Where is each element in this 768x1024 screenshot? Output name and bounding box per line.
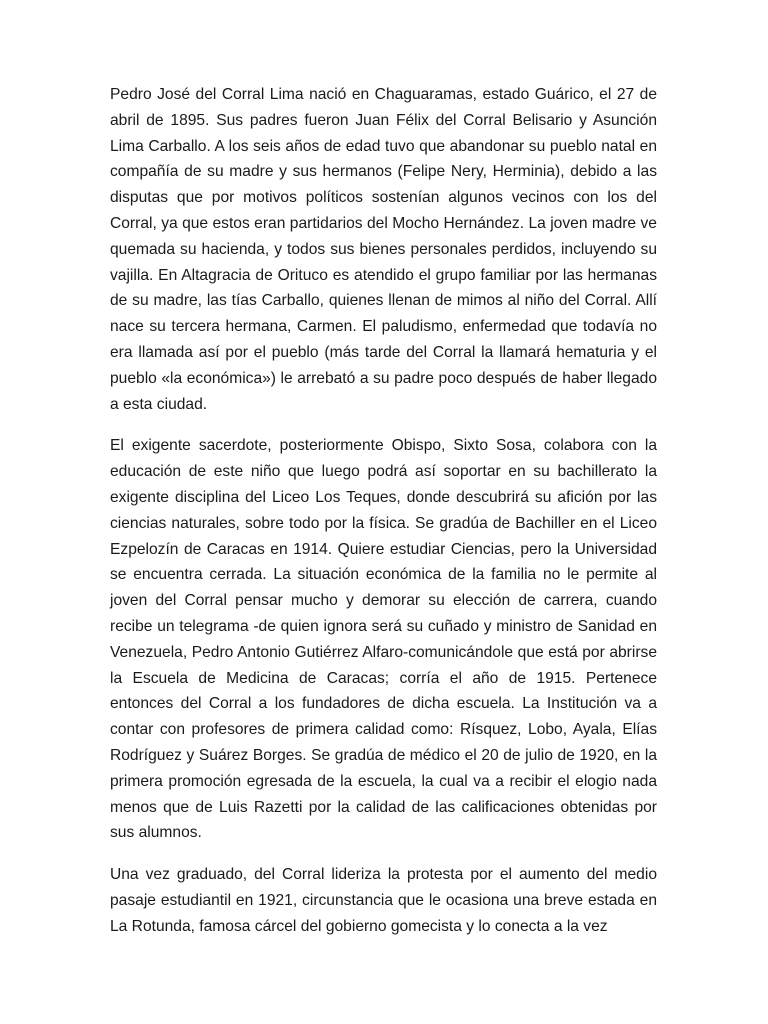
paragraph-2: El exigente sacerdote, posteriormente Obispo, Sixto Sosa, colabora con la educación de este niño que luego podrá así soportar en su bachillerato la exigente disciplina del Liceo Los Teques, donde descubrirá su afición por las ciencias naturales, sobre todo por la física. Se gradúa de Bachiller en el Liceo Ezpelozín de Caracas en 1914. Quiere estudiar Ciencias, pero la Universidad se encuentra cerrada. La situación económica de la familia no le permite al joven del Corral pensar mucho y demorar su elección de carrera, cuando recibe un telegrama -de quien ignora será su cuñado y ministro de Sanidad en Venezuela, Pedro Antonio Gutiérrez Alfaro-comunicándole que está por abrirse la Escuela de Medicina de Caracas; corría el año de 1915. Pertenece entonces del Corral a los fundadores de dicha escuela. La Institución va a contar con profesores de primera calidad como: Rísquez, Lobo, Ayala, Elías Rodríguez y Suárez Borges. Se gradúa de médico el 20 de julio de 1920, en la primera promoción egresada de la escuela, la cual va a recibir el elogio nada menos que de Luis Razetti por la calidad de las calificaciones obtenidas por sus alumnos. xyxy=(110,437,657,842)
paragraph-3: Una vez graduado, del Corral lideriza la protesta por el aumento del medio pasaje estudiantil en 1921, circunstancia que le ocasiona una breve estada en La Rotunda, famosa cárcel del gobierno gomecista y lo conecta a la vez xyxy=(110,866,657,935)
paragraph-1: Pedro José del Corral Lima nació en Chaguaramas, estado Guárico, el 27 de abril de 1895. Sus padres fueron Juan Félix del Corral Belisario y Asunción Lima Carballo. A los seis años de edad tuvo que abandonar su pueblo natal en compañía de su madre y sus hermanos (Felipe Nery, Herminia), debido a las disputas que por motivos políticos sostenían algunos vecinos con los del Corral, ya que estos eran partidarios del Mocho Hernández. La joven madre ve quemada su hacienda, y todos sus bienes personales perdidos, incluyendo su vajilla. En Altagracia de Orituco es atendido el grupo familiar por las hermanas de su madre, las tías Carballo, quienes llenan de mimos al niño del Corral. Allí nace su tercera hermana, Carmen. El paludismo, enfermedad que todavía no era llamada así por el pueblo (más tarde del Corral la llamará hematuria y el pueblo «la económica») le arrebató a su padre poco después de haber llegado a esta ciudad. xyxy=(110,86,657,413)
body-text xyxy=(110,82,657,940)
